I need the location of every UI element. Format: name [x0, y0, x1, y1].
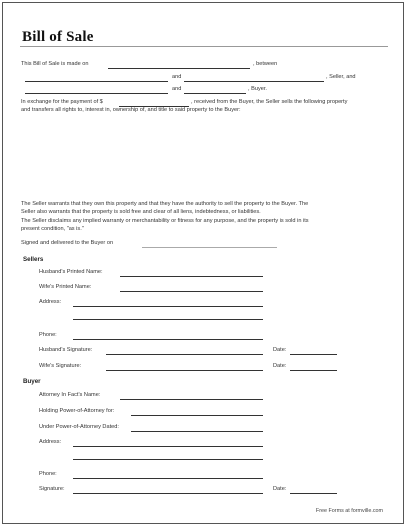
buyer-address-line-2[interactable]: [73, 459, 263, 460]
exchange-line1-b: , received from the Buyer, the Seller sells the following property: [191, 99, 348, 105]
wife-sig-label: Wife's Signature:: [39, 363, 82, 369]
document-title: Bill of Sale: [22, 29, 94, 45]
husband-sig-date-label: Date:: [273, 347, 287, 353]
buyer-sig-line[interactable]: [73, 493, 263, 494]
holding-poa-line[interactable]: [131, 415, 263, 416]
buyer-phone-line[interactable]: [73, 478, 263, 479]
exchange-line1-a: In exchange for the payment of $: [21, 99, 103, 105]
footer-credit: Free Forms at formville.com: [315, 508, 383, 514]
document-page: [2, 2, 404, 524]
husband-name-label: Husband's Printed Name:: [39, 269, 103, 275]
buyer-address-label: Address:: [39, 439, 62, 445]
intro-and: and: [172, 74, 182, 80]
buyer-sig-date-label: Date:: [273, 486, 287, 492]
delivered-label: Signed and delivered to the Buyer on: [21, 240, 114, 246]
sellers-heading: Sellers: [23, 256, 44, 263]
delivered-date-blank-line[interactable]: [142, 247, 277, 248]
wife-name-line[interactable]: [120, 291, 263, 292]
warranty-line4: present condition, "as is.": [21, 226, 84, 232]
husband-sig-date-line[interactable]: [290, 354, 337, 355]
warranty-line2: Seller also warrants that the property is sold free and clear of all liens, indebtedness, or liabilities.: [21, 209, 261, 215]
wife-sig-date-line[interactable]: [290, 370, 337, 371]
intro-seller-suffix: , Seller, and: [326, 74, 356, 80]
warranty-line3: The Seller disclaims any implied warranty or merchantability or fitness for any purpose, and the property is sold in its: [21, 218, 309, 224]
buyer-sig-date-line[interactable]: [290, 493, 337, 494]
title-divider: [20, 46, 388, 47]
exchange-line2: and transfers all rights to, interest in, ownership of, and title to said property to the Buyer:: [21, 107, 241, 113]
wife-name-label: Wife's Printed Name:: [39, 284, 92, 290]
wife-sig-line[interactable]: [106, 370, 263, 371]
seller-phone-line[interactable]: [73, 339, 263, 340]
date-blank-line[interactable]: [108, 68, 250, 69]
seller-address-line-2[interactable]: [73, 319, 263, 320]
holding-poa-label: Holding Power-of-Attorney for:: [39, 408, 115, 414]
under-poa-line[interactable]: [131, 431, 263, 432]
seller-address-line-1[interactable]: [73, 306, 263, 307]
intro-prefix: This Bill of Sale is made on: [21, 61, 89, 67]
husband-sig-label: Husband's Signature:: [39, 347, 93, 353]
seller2-blank-line[interactable]: [184, 81, 324, 82]
intro-buyer-suffix: , Buyer.: [248, 86, 267, 92]
intro-between: , between: [253, 61, 278, 67]
buyer-sig-label: Signature:: [39, 486, 65, 492]
buyer-address-line-1[interactable]: [73, 446, 263, 447]
wife-sig-date-label: Date:: [273, 363, 287, 369]
seller1-blank-line[interactable]: [25, 81, 168, 82]
buyer2-blank-line[interactable]: [184, 93, 246, 94]
under-poa-label: Under Power-of-Attorney Dated:: [39, 424, 119, 430]
buyer1-blank-line[interactable]: [25, 93, 168, 94]
attorney-name-label: Attorney In Fact's Name:: [39, 392, 101, 398]
attorney-name-line[interactable]: [120, 399, 263, 400]
buyer-heading: Buyer: [23, 378, 41, 385]
warranty-line1: The Seller warrants that they own this property and that they have the authority to sell the property to the Buyer. The: [21, 201, 309, 207]
husband-name-line[interactable]: [120, 276, 263, 277]
seller-phone-label: Phone:: [39, 332, 57, 338]
buyer-phone-label: Phone:: [39, 471, 57, 477]
husband-sig-line[interactable]: [106, 354, 263, 355]
seller-address-label: Address:: [39, 299, 62, 305]
intro-and-2: and: [172, 86, 182, 92]
